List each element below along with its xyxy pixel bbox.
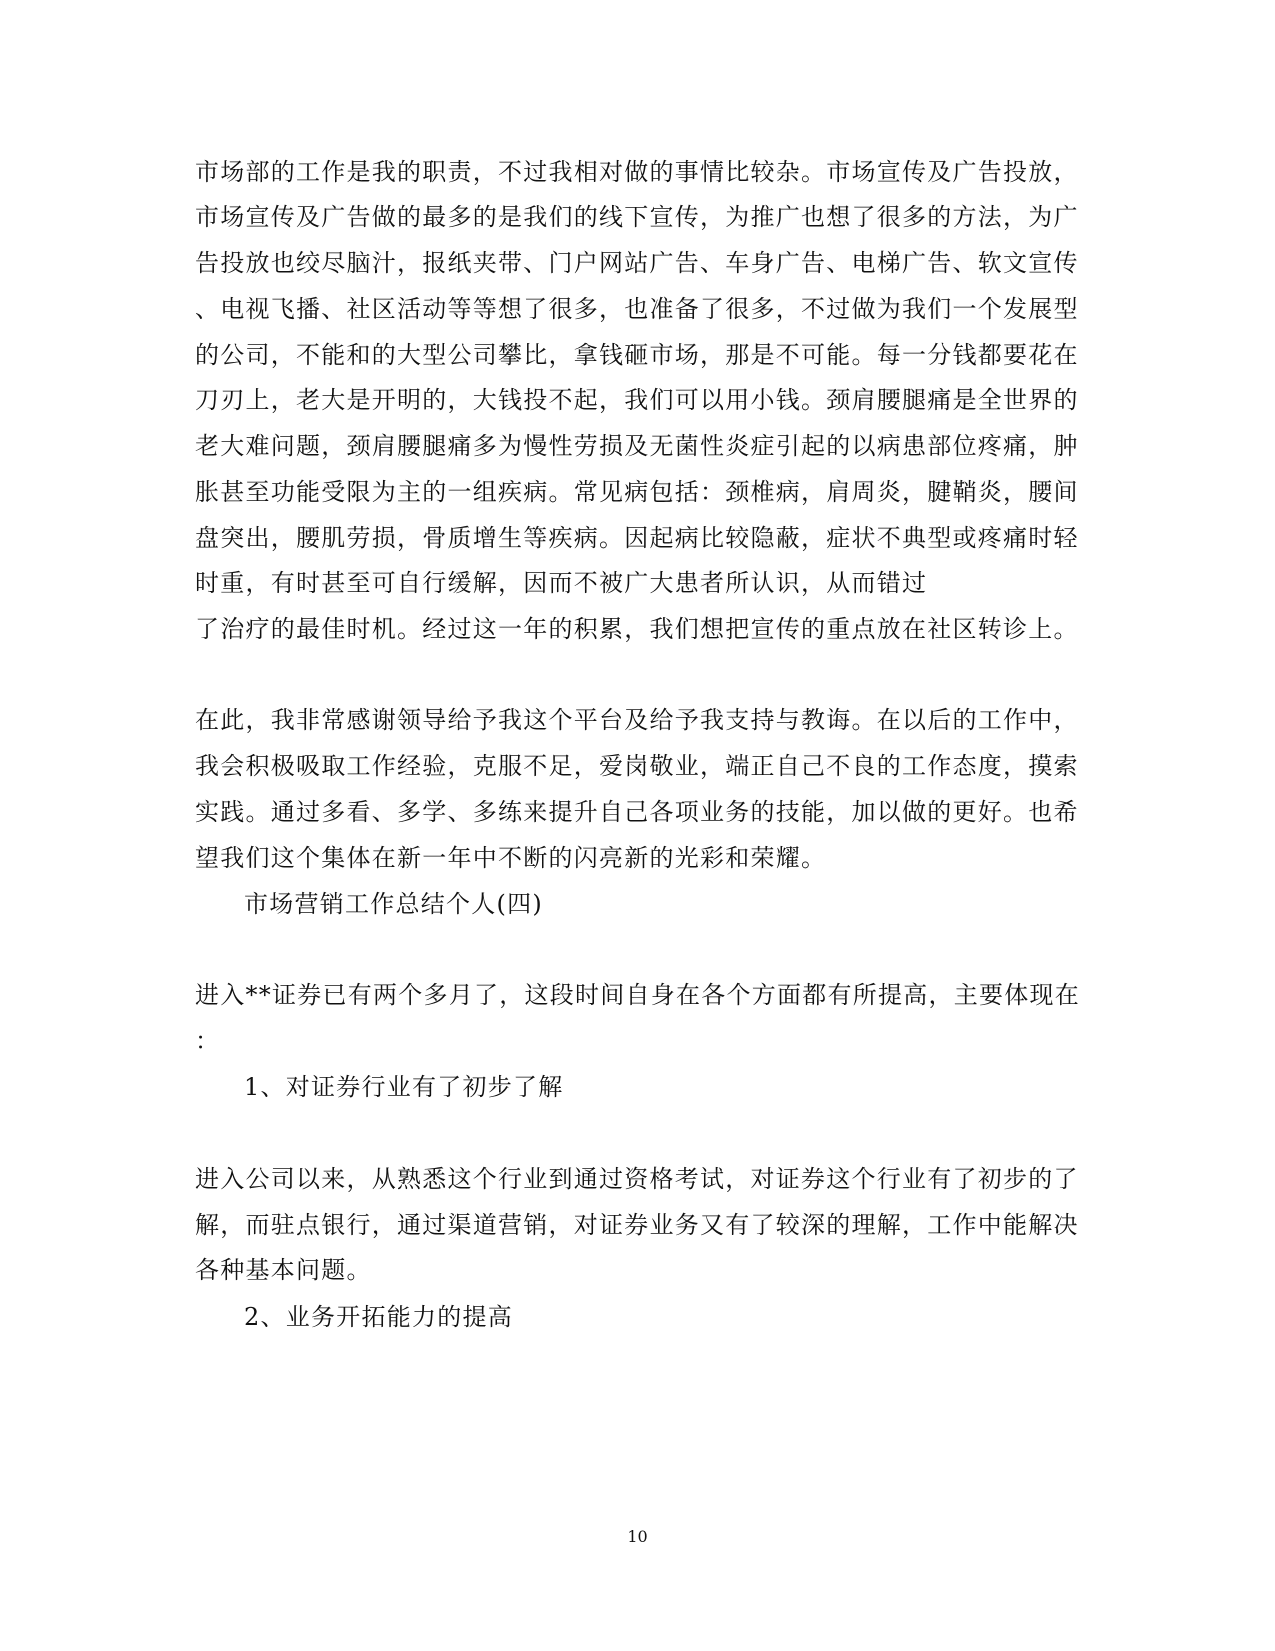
text-line: 我会积极吸取工作经验，克服不足，爱岗敬业，端正自己不良的工作态度，摸索 xyxy=(195,752,1079,780)
text-line: 望我们这个集体在新一年中不断的闪亮新的光彩和荣耀。 xyxy=(195,844,827,872)
text-line: 解，而驻点银行，通过渠道营销，对证券业务又有了较深的理解，工作中能解决 xyxy=(195,1211,1079,1239)
text-line: 了治疗的最佳时机。经过这一年的积累，我们想把宣传的重点放在社区转诊上。 xyxy=(195,615,1079,643)
text-line: 告投放也绞尽脑汁，报纸夹带、门户网站广告、车身广告、电梯广告、软文宣传 xyxy=(195,249,1079,277)
list-item-heading: 2、业务开拓能力的提高 xyxy=(244,1303,514,1331)
text-line: 在此，我非常感谢领导给予我这个平台及给予我支持与教诲。在以后的工作中， xyxy=(195,706,1079,734)
text-line: 市场宣传及广告做的最多的是我们的线下宣传，为推广也想了很多的方法，为广 xyxy=(195,203,1079,231)
text-line: 胀甚至功能受限为主的一组疾病。常见病包括：颈椎病，肩周炎，腱鞘炎，腰间 xyxy=(195,478,1079,506)
text-line: 时重，有时甚至可自行缓解，因而不被广大患者所认识，从而错过 xyxy=(195,569,928,597)
text-line: 、电视飞播、社区活动等等想了很多，也准备了很多，不过做为我们一个发展型 xyxy=(195,295,1079,323)
text-line: 老大难问题，颈肩腰腿痛多为慢性劳损及无菌性炎症引起的以病患部位疼痛，肿 xyxy=(195,432,1079,460)
text-line: 市场部的工作是我的职责，不过我相对做的事情比较杂。市场宣传及广告投放， xyxy=(195,158,1079,186)
text-line: 盘突出，腰肌劳损，骨质增生等疾病。因起病比较隐蔽，症状不典型或疼痛时轻 xyxy=(195,524,1079,552)
text-line: 的公司，不能和的大型公司攀比，拿钱砸市场，那是不可能。每一分钱都要花在 xyxy=(195,341,1079,369)
text-line: 进入公司以来，从熟悉这个行业到通过资格考试，对证券这个行业有了初步的了 xyxy=(195,1165,1079,1193)
section-heading: 市场营销工作总结个人(四) xyxy=(244,890,543,918)
text-line: 进入**证券已有两个多月了，这段时间自身在各个方面都有所提高，主要体现在 xyxy=(195,981,1080,1009)
list-item-heading: 1、对证券行业有了初步了解 xyxy=(244,1073,564,1101)
text-line: ： xyxy=(195,1027,221,1055)
text-line: 各种基本问题。 xyxy=(195,1256,372,1284)
text-line: 实践。通过多看、多学、多练来提升自己各项业务的技能，加以做的更好。也希 xyxy=(195,798,1079,826)
text-line: 刀刃上，老大是开明的，大钱投不起，我们可以用小钱。颈肩腰腿痛是全世界的 xyxy=(195,386,1079,414)
page-number: 10 xyxy=(627,1527,648,1546)
